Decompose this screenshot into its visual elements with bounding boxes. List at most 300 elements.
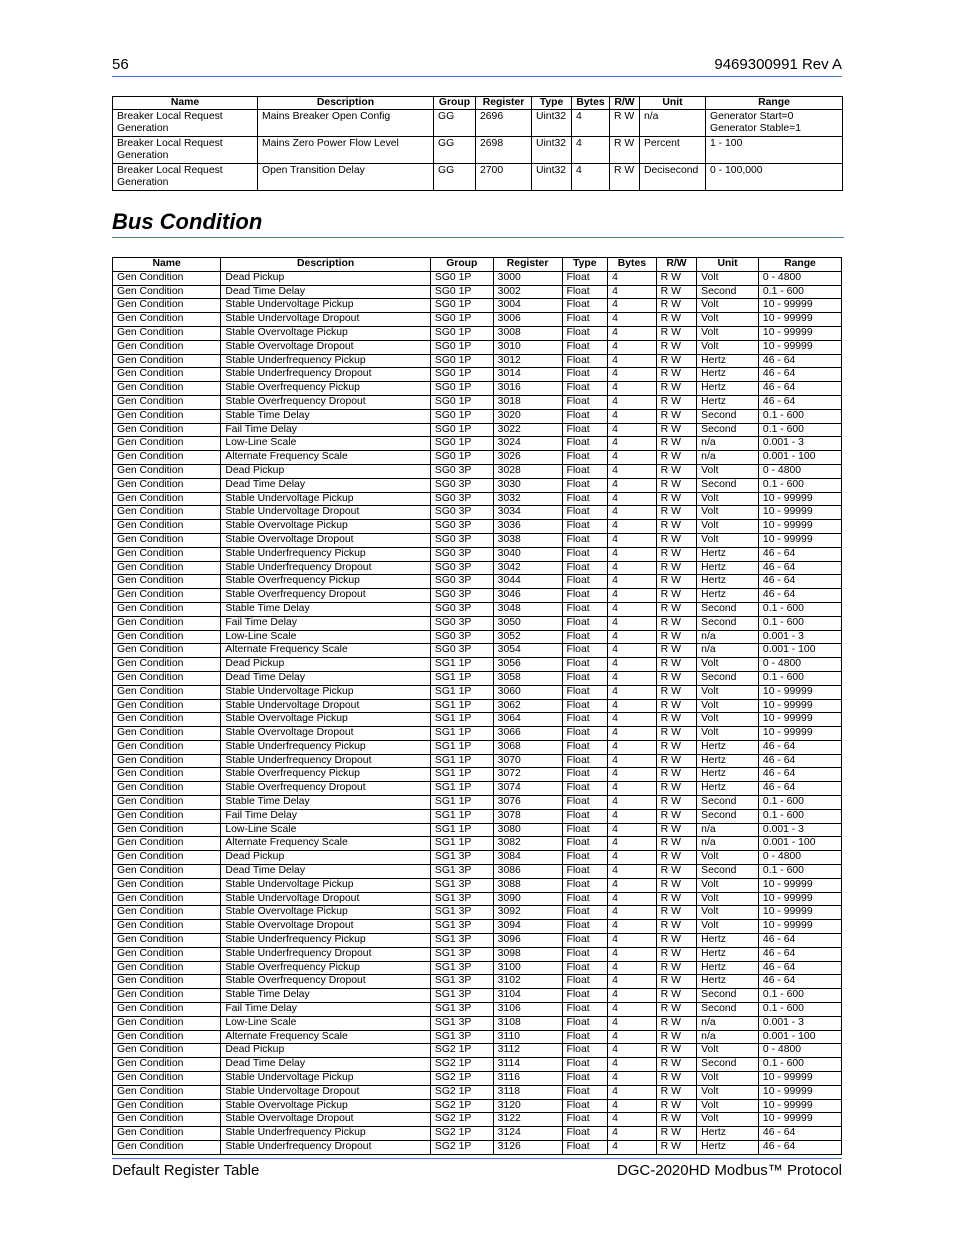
cell-bytes: 4 [608, 561, 657, 575]
cell-description: Stable Overvoltage Pickup [221, 520, 431, 534]
cell-unit: Volt [697, 506, 759, 520]
cell-name: Gen Condition [113, 699, 221, 713]
cell-unit: Volt [697, 326, 759, 340]
cell-rw: R W [656, 616, 697, 630]
table-row [113, 975, 842, 989]
table-row [113, 671, 842, 685]
cell-unit: Volt [697, 1085, 759, 1099]
cell-name: Gen Condition [113, 713, 221, 727]
cell-bytes: 4 [608, 740, 657, 754]
cell-rw: R W [656, 644, 697, 658]
cell-type: Float [562, 299, 608, 313]
cell-rw: R W [656, 354, 697, 368]
cell-register: 3022 [493, 423, 562, 437]
cell-range: 0 - 4800 [758, 658, 841, 672]
table-row [113, 1072, 842, 1086]
cell-name: Gen Condition [113, 382, 221, 396]
cell-description: Stable Time Delay [221, 989, 431, 1003]
table-row [113, 506, 842, 520]
cell-description: Alternate Frequency Scale [221, 451, 431, 465]
cell-bytes: 4 [608, 299, 657, 313]
cell-unit: Volt [697, 299, 759, 313]
cell-register: 2698 [476, 137, 532, 164]
cell-register: 3118 [493, 1085, 562, 1099]
cell-rw: R W [656, 506, 697, 520]
cell-description: Stable Underfrequency Dropout [221, 1141, 431, 1155]
column-header-register: Register [493, 258, 562, 272]
cell-unit: Hertz [697, 575, 759, 589]
cell-type: Float [562, 658, 608, 672]
cell-description: Fail Time Delay [221, 809, 431, 823]
table-row [113, 699, 842, 713]
cell-rw: R W [656, 699, 697, 713]
cell-register: 3072 [493, 768, 562, 782]
cell-description: Stable Overfrequency Dropout [221, 782, 431, 796]
table-row [113, 934, 842, 948]
cell-group: SG1 1P [430, 685, 493, 699]
table-row [113, 382, 842, 396]
cell-register: 2696 [476, 110, 532, 137]
cell-group: GG [434, 110, 476, 137]
cell-rw: R W [656, 920, 697, 934]
cell-description: Dead Pickup [221, 658, 431, 672]
table-row [113, 1141, 842, 1155]
table-row [113, 561, 842, 575]
cell-register: 3092 [493, 906, 562, 920]
table-row [113, 1044, 842, 1058]
cell-range: 10 - 99999 [758, 492, 841, 506]
table-row [113, 520, 842, 534]
cell-rw: R W [656, 796, 697, 810]
cell-description: Stable Overfrequency Pickup [221, 382, 431, 396]
table-row [113, 1113, 842, 1127]
cell-description: Stable Undervoltage Dropout [221, 892, 431, 906]
cell-description: Stable Overvoltage Pickup [221, 326, 431, 340]
cell-bytes: 4 [608, 947, 657, 961]
cell-group: SG1 3P [430, 947, 493, 961]
table-row [113, 409, 842, 423]
column-header-group: Group [430, 258, 493, 272]
cell-group: SG1 3P [430, 934, 493, 948]
register-table-bus-condition [112, 257, 842, 1155]
cell-register: 3094 [493, 920, 562, 934]
cell-group: SG1 1P [430, 837, 493, 851]
cell-group: SG1 3P [430, 989, 493, 1003]
cell-unit: Second [697, 285, 759, 299]
cell-name: Gen Condition [113, 947, 221, 961]
table-row [113, 164, 843, 191]
cell-rw: R W [656, 1113, 697, 1127]
cell-rw: R W [656, 713, 697, 727]
cell-range: 46 - 64 [758, 395, 841, 409]
cell-register: 3014 [493, 368, 562, 382]
cell-name: Gen Condition [113, 1099, 221, 1113]
cell-unit: Hertz [697, 589, 759, 603]
column-header-name: Name [113, 258, 221, 272]
cell-name: Gen Condition [113, 478, 221, 492]
cell-description: Dead Pickup [221, 271, 431, 285]
cell-type: Float [562, 1141, 608, 1155]
cell-unit: n/a [697, 451, 759, 465]
table-row [113, 1085, 842, 1099]
cell-type: Float [562, 478, 608, 492]
cell-register: 3050 [493, 616, 562, 630]
cell-register: 3064 [493, 713, 562, 727]
cell-name: Gen Condition [113, 1127, 221, 1141]
cell-rw: R W [656, 658, 697, 672]
column-header-range: Range [758, 258, 841, 272]
cell-range: 0 - 4800 [758, 1044, 841, 1058]
cell-unit: Volt [697, 851, 759, 865]
cell-type: Float [562, 437, 608, 451]
table-row [113, 1003, 842, 1017]
table-row [113, 658, 842, 672]
cell-range: 46 - 64 [758, 782, 841, 796]
cell-rw: R W [656, 1016, 697, 1030]
cell-unit: Hertz [697, 561, 759, 575]
cell-register: 3106 [493, 1003, 562, 1017]
cell-unit: Volt [697, 892, 759, 906]
cell-type: Float [562, 464, 608, 478]
cell-unit: Hertz [697, 961, 759, 975]
cell-group: SG1 3P [430, 878, 493, 892]
cell-register: 3024 [493, 437, 562, 451]
cell-range: 10 - 99999 [758, 906, 841, 920]
cell-unit: Hertz [697, 975, 759, 989]
table-row [113, 1099, 842, 1113]
cell-register: 3036 [493, 520, 562, 534]
cell-register: 3100 [493, 961, 562, 975]
table-row [113, 464, 842, 478]
cell-name: Gen Condition [113, 285, 221, 299]
cell-description: Fail Time Delay [221, 1003, 431, 1017]
cell-range: 0 - 4800 [758, 851, 841, 865]
cell-name: Breaker Local Request Generation [113, 137, 258, 164]
cell-unit: Volt [697, 1099, 759, 1113]
cell-type: Float [562, 934, 608, 948]
cell-bytes: 4 [608, 285, 657, 299]
table-row [113, 630, 842, 644]
cell-bytes: 4 [608, 589, 657, 603]
table-row [113, 851, 842, 865]
cell-type: Float [562, 754, 608, 768]
cell-type: Float [562, 740, 608, 754]
cell-range: Generator Start=0 Generator Stable=1 [706, 110, 843, 137]
cell-unit: Percent [640, 137, 706, 164]
cell-description: Stable Time Delay [221, 796, 431, 810]
column-header-group: Group [434, 97, 476, 110]
page-number: 56 [112, 56, 129, 73]
cell-unit: Volt [697, 727, 759, 741]
cell-unit: Volt [697, 920, 759, 934]
cell-type: Float [562, 878, 608, 892]
cell-range: 10 - 99999 [758, 699, 841, 713]
cell-bytes: 4 [608, 989, 657, 1003]
cell-description: Stable Overvoltage Dropout [221, 533, 431, 547]
cell-register: 3000 [493, 271, 562, 285]
cell-rw: R W [656, 561, 697, 575]
cell-register: 3010 [493, 340, 562, 354]
cell-unit: Volt [697, 658, 759, 672]
cell-register: 3088 [493, 878, 562, 892]
cell-range: 0.001 - 3 [758, 1016, 841, 1030]
cell-type: Float [562, 906, 608, 920]
cell-range: 0.1 - 600 [758, 285, 841, 299]
cell-type: Float [562, 285, 608, 299]
cell-type: Uint32 [532, 137, 572, 164]
column-header-type: Type [562, 258, 608, 272]
cell-group: SG0 3P [430, 533, 493, 547]
table-row [113, 368, 842, 382]
cell-bytes: 4 [608, 437, 657, 451]
cell-bytes: 4 [608, 1016, 657, 1030]
cell-group: SG2 1P [430, 1044, 493, 1058]
cell-unit: Second [697, 989, 759, 1003]
cell-bytes: 4 [608, 616, 657, 630]
cell-group: SG1 1P [430, 754, 493, 768]
cell-group: SG1 3P [430, 1016, 493, 1030]
cell-type: Float [562, 451, 608, 465]
cell-name: Gen Condition [113, 506, 221, 520]
cell-group: SG0 3P [430, 520, 493, 534]
footer-document-title: DGC-2020HD Modbus™ Protocol [616, 1162, 842, 1179]
cell-range: 10 - 99999 [758, 1099, 841, 1113]
cell-rw: R W [656, 961, 697, 975]
cell-register: 3062 [493, 699, 562, 713]
cell-description: Dead Pickup [221, 464, 431, 478]
cell-rw: R W [656, 865, 697, 879]
cell-group: SG1 3P [430, 892, 493, 906]
cell-name: Gen Condition [113, 464, 221, 478]
cell-register: 3070 [493, 754, 562, 768]
cell-register: 3034 [493, 506, 562, 520]
table-row [113, 644, 842, 658]
column-header-range: Range [706, 97, 843, 110]
cell-unit: Second [697, 1003, 759, 1017]
table-row [113, 271, 842, 285]
cell-range: 0.001 - 3 [758, 823, 841, 837]
cell-register: 3120 [493, 1099, 562, 1113]
table-row [113, 1127, 842, 1141]
cell-description: Stable Time Delay [221, 602, 431, 616]
cell-bytes: 4 [608, 464, 657, 478]
cell-rw: R W [656, 395, 697, 409]
cell-bytes: 4 [608, 1072, 657, 1086]
cell-register: 3076 [493, 796, 562, 810]
cell-description: Open Transition Delay [258, 164, 434, 191]
cell-group: SG0 1P [430, 382, 493, 396]
cell-group: SG2 1P [430, 1072, 493, 1086]
cell-register: 3008 [493, 326, 562, 340]
cell-type: Float [562, 340, 608, 354]
cell-rw: R W [656, 851, 697, 865]
cell-rw: R W [656, 727, 697, 741]
cell-register: 3078 [493, 809, 562, 823]
cell-group: SG0 3P [430, 602, 493, 616]
cell-type: Float [562, 685, 608, 699]
cell-rw: R W [656, 947, 697, 961]
table-row [113, 906, 842, 920]
cell-rw: R W [656, 740, 697, 754]
cell-name: Gen Condition [113, 340, 221, 354]
cell-range: 0.1 - 600 [758, 1058, 841, 1072]
cell-description: Stable Undervoltage Pickup [221, 492, 431, 506]
cell-group: SG1 3P [430, 1003, 493, 1017]
cell-name: Gen Condition [113, 492, 221, 506]
cell-unit: Second [697, 602, 759, 616]
cell-rw: R W [656, 975, 697, 989]
cell-group: SG1 3P [430, 851, 493, 865]
cell-group: SG2 1P [430, 1141, 493, 1155]
cell-type: Float [562, 1044, 608, 1058]
cell-bytes: 4 [608, 906, 657, 920]
cell-rw: R W [656, 878, 697, 892]
cell-rw: R W [656, 602, 697, 616]
table-row [113, 837, 842, 851]
table-row [113, 575, 842, 589]
cell-bytes: 4 [608, 809, 657, 823]
cell-register: 3096 [493, 934, 562, 948]
cell-bytes: 4 [608, 1085, 657, 1099]
cell-name: Gen Condition [113, 796, 221, 810]
cell-bytes: 4 [608, 1141, 657, 1155]
cell-description: Stable Underfrequency Dropout [221, 561, 431, 575]
table-row [113, 589, 842, 603]
cell-rw: R W [656, 837, 697, 851]
cell-type: Float [562, 354, 608, 368]
cell-description: Stable Underfrequency Pickup [221, 354, 431, 368]
cell-bytes: 4 [608, 478, 657, 492]
cell-name: Breaker Local Request Generation [113, 110, 258, 137]
cell-range: 46 - 64 [758, 947, 841, 961]
cell-range: 0 - 4800 [758, 464, 841, 478]
cell-register: 3016 [493, 382, 562, 396]
cell-bytes: 4 [608, 975, 657, 989]
table-row [113, 1016, 842, 1030]
cell-description: Stable Underfrequency Pickup [221, 934, 431, 948]
cell-name: Breaker Local Request Generation [113, 164, 258, 191]
cell-unit: Hertz [697, 768, 759, 782]
cell-group: SG0 1P [430, 271, 493, 285]
cell-description: Stable Undervoltage Dropout [221, 313, 431, 327]
cell-group: SG2 1P [430, 1085, 493, 1099]
cell-rw: R W [656, 1058, 697, 1072]
table-row [113, 713, 842, 727]
cell-description: Low-Line Scale [221, 823, 431, 837]
cell-register: 3020 [493, 409, 562, 423]
table-row [113, 989, 842, 1003]
cell-unit: Hertz [697, 395, 759, 409]
cell-range: 46 - 64 [758, 754, 841, 768]
table-row [113, 796, 842, 810]
cell-register: 3082 [493, 837, 562, 851]
cell-type: Float [562, 326, 608, 340]
cell-range: 0.1 - 600 [758, 423, 841, 437]
cell-group: SG1 1P [430, 823, 493, 837]
cell-name: Gen Condition [113, 934, 221, 948]
cell-description: Stable Underfrequency Pickup [221, 1127, 431, 1141]
cell-type: Float [562, 506, 608, 520]
cell-bytes: 4 [608, 575, 657, 589]
cell-unit: Volt [697, 699, 759, 713]
cell-register: 3052 [493, 630, 562, 644]
cell-group: SG0 1P [430, 326, 493, 340]
cell-group: GG [434, 137, 476, 164]
cell-name: Gen Condition [113, 1044, 221, 1058]
cell-bytes: 4 [608, 368, 657, 382]
cell-description: Dead Time Delay [221, 285, 431, 299]
cell-name: Gen Condition [113, 920, 221, 934]
table-row [113, 533, 842, 547]
cell-bytes: 4 [608, 796, 657, 810]
cell-unit: n/a [697, 1016, 759, 1030]
cell-rw: R W [656, 589, 697, 603]
cell-rw: R W [656, 630, 697, 644]
cell-name: Gen Condition [113, 658, 221, 672]
cell-type: Float [562, 520, 608, 534]
cell-unit: Hertz [697, 354, 759, 368]
table-row [113, 340, 842, 354]
cell-type: Float [562, 547, 608, 561]
cell-rw: R W [656, 520, 697, 534]
cell-group: SG0 3P [430, 464, 493, 478]
cell-range: 10 - 99999 [758, 1072, 841, 1086]
cell-range: 0.001 - 3 [758, 437, 841, 451]
cell-range: 0 - 4800 [758, 271, 841, 285]
cell-rw: R W [656, 340, 697, 354]
cell-description: Stable Undervoltage Pickup [221, 685, 431, 699]
table-row [113, 685, 842, 699]
cell-type: Float [562, 409, 608, 423]
cell-register: 3126 [493, 1141, 562, 1155]
cell-range: 0.1 - 600 [758, 1003, 841, 1017]
cell-range: 46 - 64 [758, 382, 841, 396]
cell-type: Float [562, 368, 608, 382]
cell-bytes: 4 [608, 1113, 657, 1127]
page-footer [112, 1158, 842, 1183]
cell-description: Stable Overvoltage Dropout [221, 920, 431, 934]
cell-register: 3012 [493, 354, 562, 368]
cell-register: 3054 [493, 644, 562, 658]
cell-range: 46 - 64 [758, 575, 841, 589]
cell-bytes: 4 [608, 851, 657, 865]
cell-unit: Hertz [697, 1141, 759, 1155]
cell-name: Gen Condition [113, 1058, 221, 1072]
cell-description: Stable Undervoltage Dropout [221, 699, 431, 713]
table-row [113, 740, 842, 754]
cell-bytes: 4 [608, 451, 657, 465]
cell-name: Gen Condition [113, 395, 221, 409]
cell-rw: R W [656, 313, 697, 327]
cell-group: SG0 3P [430, 644, 493, 658]
cell-description: Stable Overvoltage Dropout [221, 340, 431, 354]
cell-rw: R W [656, 934, 697, 948]
cell-group: SG1 1P [430, 809, 493, 823]
cell-description: Stable Underfrequency Pickup [221, 547, 431, 561]
cell-register: 3046 [493, 589, 562, 603]
cell-type: Float [562, 382, 608, 396]
cell-register: 3002 [493, 285, 562, 299]
cell-bytes: 4 [608, 533, 657, 547]
table-row [113, 492, 842, 506]
cell-unit: Second [697, 616, 759, 630]
cell-type: Float [562, 616, 608, 630]
cell-register: 3108 [493, 1016, 562, 1030]
cell-unit: Second [697, 809, 759, 823]
cell-bytes: 4 [608, 520, 657, 534]
cell-range: 10 - 99999 [758, 892, 841, 906]
cell-name: Gen Condition [113, 644, 221, 658]
